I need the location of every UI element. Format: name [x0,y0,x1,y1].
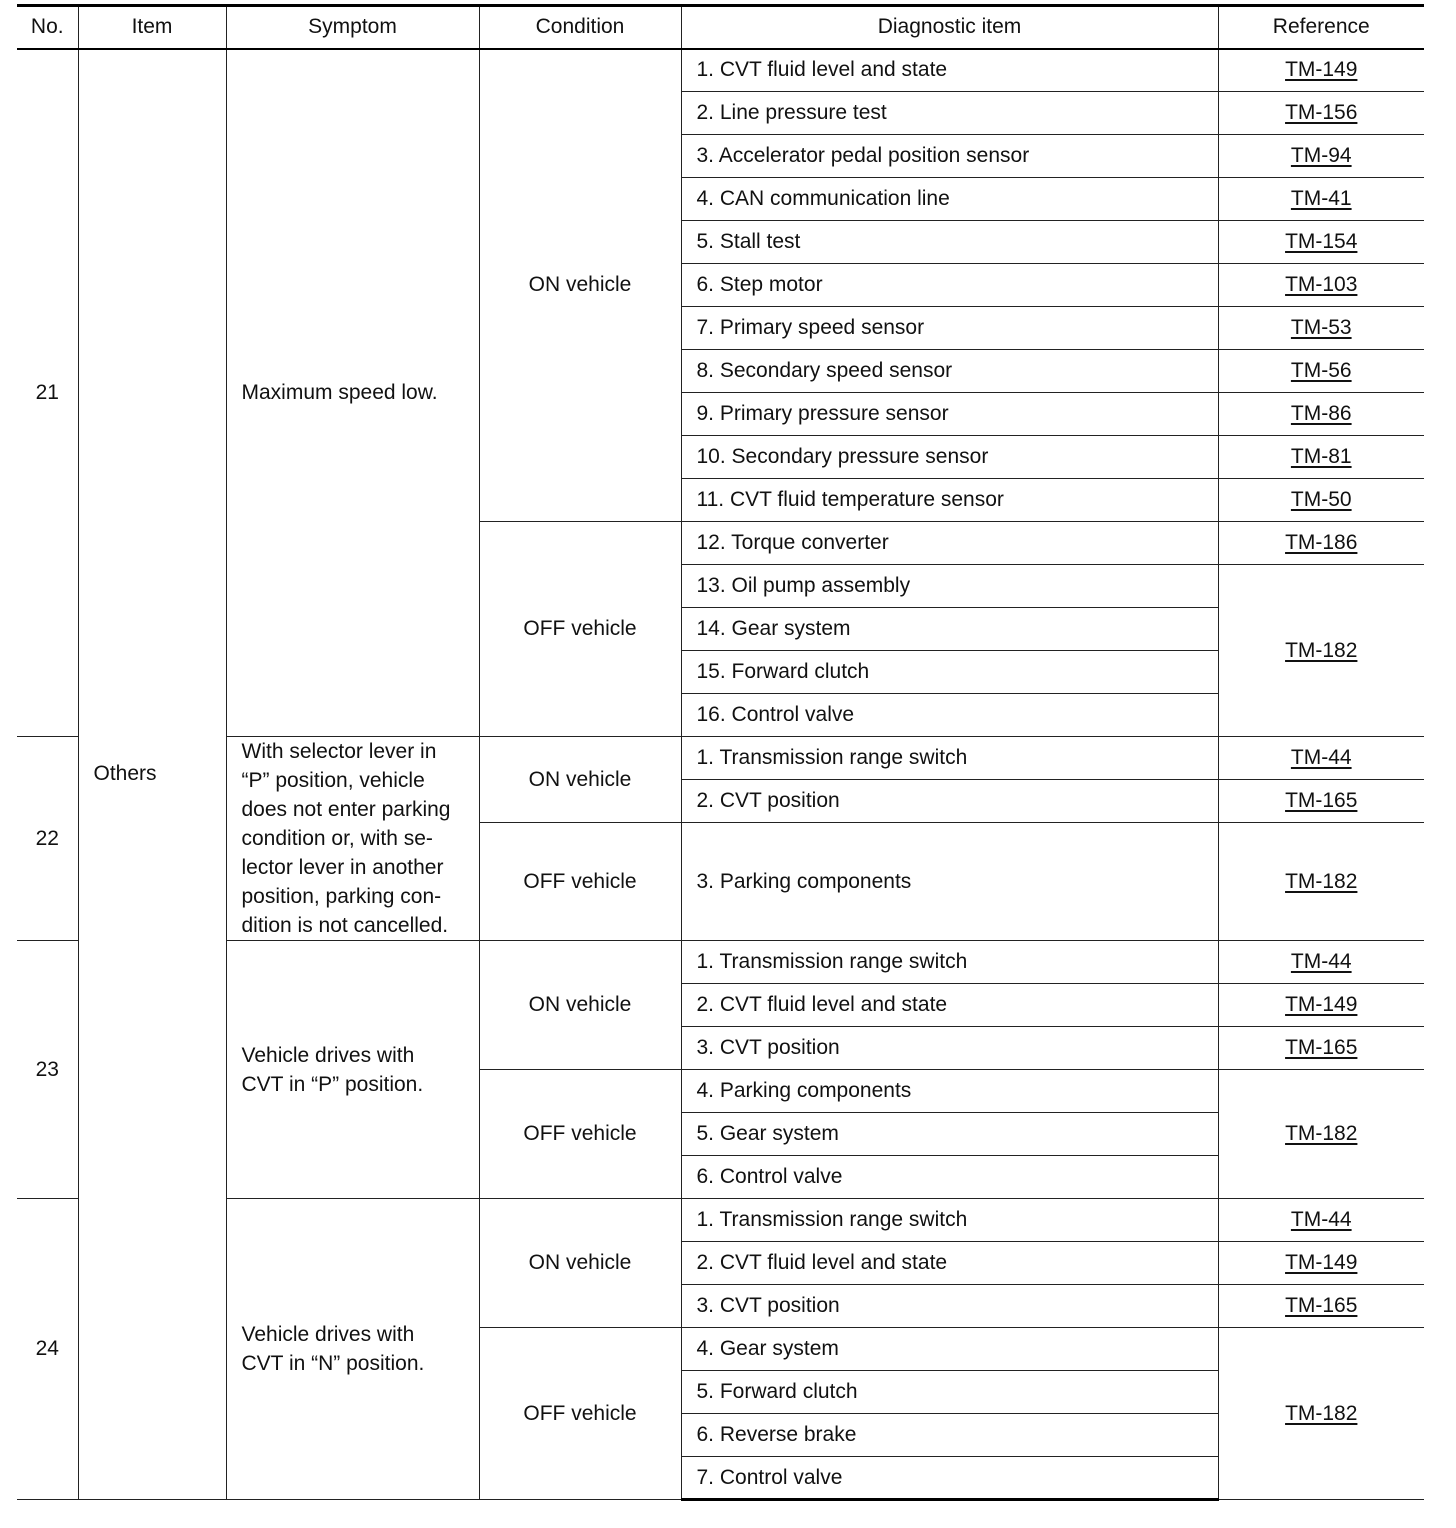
reference-cell [1218,823,1424,941]
diagnostic-item: 2. CVT fluid level and state [681,1242,1218,1285]
reference-cell [1218,264,1424,307]
reference-cell [1218,49,1424,92]
reference-cell [1218,92,1424,135]
reference-link[interactable]: TM-182 [1285,638,1358,662]
diagnostic-item: 12. Torque converter [681,522,1218,565]
diagnostic-item: 1. CVT fluid level and state [681,49,1218,92]
symptom-line: CVT in “P” position. [241,1072,424,1096]
condition-cell: OFF vehicle [479,1070,681,1199]
symptom-line: position, parking con- [241,885,442,908]
reference-link[interactable]: TM-149 [1285,58,1358,82]
reference-cell [1218,221,1424,264]
row-number: 22 [17,737,78,941]
symptom-cell: Maximum speed low. [226,49,479,737]
diagnosis-table [17,4,1424,1501]
reference-link[interactable]: TM-182 [1285,869,1358,893]
diagnostic-item: 2. CVT fluid level and state [681,984,1218,1027]
diagnostic-item: 1. Transmission range switch [681,1199,1218,1242]
reference-link[interactable]: TM-44 [1290,746,1352,769]
symptom-line: does not enter parking [241,798,451,821]
diagnostic-item: 11. CVT fluid temperature sensor [681,479,1218,522]
reference-link[interactable]: TM-41 [1290,187,1352,210]
symptom-cell [226,1199,479,1500]
symptom-line: CVT in “N” position. [241,1352,425,1375]
diagnostic-item: 9. Primary pressure sensor [681,393,1218,436]
diagnostic-item: 5. Stall test [681,221,1218,264]
condition-cell: ON vehicle [479,941,681,1070]
diagnostic-item: 3. Accelerator pedal position sensor [681,135,1218,178]
diagnostic-item: 5. Gear system [681,1113,1218,1156]
diagnostic-item: 3. CVT position [681,1027,1218,1070]
diagnostic-item: 7. Primary speed sensor [681,307,1218,350]
symptom-line: “P” position, vehicle [241,769,425,792]
condition-cell: OFF vehicle [479,823,681,941]
diagnostic-item: 16. Control valve [681,694,1218,737]
table-row [17,1199,1424,1242]
reference-link[interactable]: TM-149 [1285,1251,1358,1274]
diagnostic-item: 1. Transmission range switch [681,737,1218,780]
symptom-cell [226,737,479,941]
symptom-cell [226,941,479,1199]
row-number: 21 [17,49,78,737]
diagnostic-item: 13. Oil pump assembly [681,565,1218,608]
symptom-line: lector lever in another [241,856,444,879]
reference-cell [1218,1070,1424,1199]
diagnostic-item: 6. Step motor [681,264,1218,307]
diagnostic-item: 2. CVT position [681,780,1218,823]
reference-cell [1218,1285,1424,1328]
reference-link[interactable]: TM-156 [1285,101,1358,124]
diagnostic-item: 4. Parking components [681,1070,1218,1113]
reference-cell [1218,1199,1424,1242]
reference-link[interactable]: TM-86 [1290,402,1352,425]
reference-link[interactable]: TM-154 [1285,230,1358,253]
condition-cell: ON vehicle [479,49,681,522]
reference-link[interactable]: TM-94 [1290,144,1352,167]
condition-cell: ON vehicle [479,1199,681,1328]
diagnostic-item: 6. Control valve [681,1156,1218,1199]
reference-cell [1218,1328,1424,1500]
reference-link[interactable]: TM-44 [1290,1208,1352,1231]
diagnostic-item: 10. Secondary pressure sensor [681,436,1218,479]
reference-cell [1218,479,1424,522]
header-item: Item [78,6,226,49]
row-number: 24 [17,1199,78,1500]
reference-cell [1218,393,1424,436]
reference-link[interactable]: TM-182 [1285,1401,1358,1425]
symptom-line: Vehicle drives with [241,1323,415,1346]
reference-link[interactable]: TM-165 [1285,1036,1358,1059]
table-row [17,49,1424,92]
header-row [17,6,1424,49]
header-condition: Condition [479,6,681,49]
diagnostic-item: 3. Parking components [681,823,1218,941]
reference-link[interactable]: TM-44 [1290,950,1352,973]
reference-cell [1218,941,1424,984]
table-row [17,941,1424,984]
diagnostic-item: 4. Gear system [681,1328,1218,1371]
condition-cell: ON vehicle [479,737,681,823]
diagnostic-item: 6. Reverse brake [681,1414,1218,1457]
reference-cell [1218,135,1424,178]
reference-cell [1218,350,1424,393]
symptom-line: dition is not cancelled. [241,914,449,937]
reference-link[interactable]: TM-81 [1290,445,1352,468]
reference-link[interactable]: TM-182 [1285,1122,1358,1145]
header-diagnostic-item: Diagnostic item [681,6,1218,49]
diagnostic-item: 3. CVT position [681,1285,1218,1328]
reference-cell [1218,436,1424,479]
reference-link[interactable]: TM-149 [1285,993,1358,1016]
reference-link[interactable]: TM-50 [1290,488,1352,511]
reference-cell [1218,984,1424,1027]
reference-cell [1218,1242,1424,1285]
header-no: No. [17,6,78,49]
reference-link[interactable]: TM-186 [1285,531,1358,554]
reference-link[interactable]: TM-165 [1285,1294,1358,1317]
diagnostic-item: 7. Control valve [681,1457,1218,1500]
diagnostic-item: 5. Forward clutch [681,1371,1218,1414]
header-symptom: Symptom [226,6,479,49]
diagnostic-item: 14. Gear system [681,608,1218,651]
symptom-line: Vehicle drives with [241,1043,415,1067]
symptom-line: condition or, with se- [241,827,433,850]
condition-cell: OFF vehicle [479,1328,681,1500]
reference-cell [1218,565,1424,737]
reference-cell [1218,178,1424,221]
reference-cell [1218,1027,1424,1070]
diagnostic-item: 2. Line pressure test [681,92,1218,135]
reference-cell [1218,307,1424,350]
diagnostic-item: 4. CAN communication line [681,178,1218,221]
reference-cell [1218,737,1424,780]
table-row [17,737,1424,780]
reference-link[interactable]: TM-165 [1285,789,1358,812]
row-number: 23 [17,941,78,1199]
symptom-line: With selector lever in [241,740,437,763]
reference-cell [1218,522,1424,565]
reference-link[interactable]: TM-103 [1285,273,1358,296]
reference-link[interactable]: TM-53 [1290,316,1352,339]
item-cell: Others [78,49,226,1500]
diagnostic-item: 1. Transmission range switch [681,941,1218,984]
diagnostic-item: 8. Secondary speed sensor [681,350,1218,393]
header-reference: Reference [1218,6,1424,49]
reference-cell [1218,780,1424,823]
condition-cell: OFF vehicle [479,522,681,737]
diagnostic-item: 15. Forward clutch [681,651,1218,694]
reference-link[interactable]: TM-56 [1290,359,1352,382]
